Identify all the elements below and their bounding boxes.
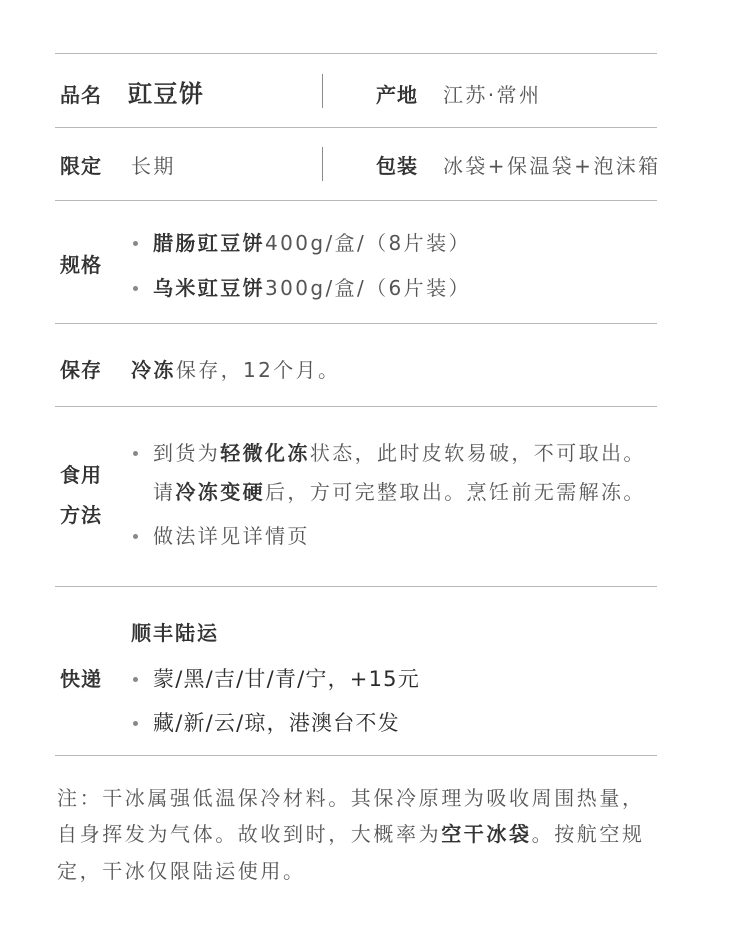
storage-value	[131, 356, 340, 384]
delivery-carrier: 顺丰陆运	[131, 621, 219, 645]
column-divider	[322, 147, 323, 181]
row-divider	[55, 127, 657, 128]
usage-item	[133, 439, 646, 467]
storage-bold: 冷冻	[131, 358, 176, 382]
spec-item-name: 乌米豇豆饼	[153, 276, 265, 300]
note-line	[57, 784, 645, 812]
usage-text: 请	[153, 480, 176, 504]
product-name-label: 品名	[60, 83, 102, 107]
bullet-icon	[133, 451, 138, 456]
note-text: 自身挥发为气体。故收到时，大概率为	[57, 822, 442, 846]
bullet-icon	[133, 534, 138, 539]
delivery-item-text: 蒙/黑/吉/甘/青/宁，+15元	[153, 667, 420, 691]
usage-text: 状态，此时皮软易破，不可取出。	[309, 441, 646, 465]
packaging-label: 包装	[376, 154, 418, 178]
spec-item	[133, 274, 471, 302]
storage-label: 保存	[60, 358, 102, 382]
row-divider	[55, 586, 657, 587]
usage-text: 到货为	[153, 441, 221, 465]
spec-item-detail: 300g/盒/（6片装）	[265, 276, 471, 300]
usage-text: 后，方可完整取出。烹饪前无需解冻。	[265, 480, 646, 504]
column-divider	[322, 74, 323, 108]
bullet-icon	[133, 241, 138, 246]
usage-bold: 轻微化冻	[220, 441, 310, 465]
bullet-icon	[133, 286, 138, 291]
usage-bold: 冷冻变硬	[175, 480, 266, 504]
row-divider	[55, 53, 657, 54]
limit-value: 长期	[131, 154, 176, 178]
row-divider	[55, 755, 657, 756]
usage-text: 做法详见详情页	[153, 524, 310, 548]
delivery-item-text: 藏/新/云/琼，港澳台不发	[153, 711, 400, 735]
bullet-icon	[133, 721, 138, 726]
usage-item	[133, 522, 310, 550]
row-divider	[55, 406, 657, 407]
note-line	[57, 857, 306, 885]
spec-item	[133, 229, 471, 257]
note-text: 注：干冰属强低温保冷材料。其保冷原理为吸收周围热量，	[57, 786, 645, 810]
note-line	[57, 820, 645, 848]
limit-label: 限定	[60, 154, 102, 178]
note-bold: 空干冰袋	[441, 822, 532, 846]
note-text: 。按航空规	[531, 822, 645, 846]
spec-item-name: 腊肠豇豆饼	[153, 231, 265, 255]
delivery-item	[133, 665, 420, 693]
spec-label: 规格	[60, 253, 102, 277]
storage-text: 保存，12个月。	[175, 358, 341, 382]
note-text: 定，干冰仅限陆运使用。	[57, 859, 306, 883]
delivery-label: 快递	[60, 667, 102, 691]
origin-label: 产地	[376, 83, 418, 107]
origin-value: 江苏·常州	[443, 83, 542, 107]
product-name-value: 豇豆饼	[128, 80, 205, 108]
row-divider	[55, 323, 657, 324]
packaging-value: 冰袋+保温袋+泡沫箱	[443, 154, 661, 178]
usage-item-continuation	[153, 478, 646, 506]
bullet-icon	[133, 677, 138, 682]
usage-label-line2: 方法	[60, 503, 102, 527]
delivery-item	[133, 709, 400, 737]
usage-label-line1: 食用	[60, 463, 102, 487]
spec-item-detail: 400g/盒/（8片装）	[265, 231, 471, 255]
row-divider	[55, 200, 657, 201]
